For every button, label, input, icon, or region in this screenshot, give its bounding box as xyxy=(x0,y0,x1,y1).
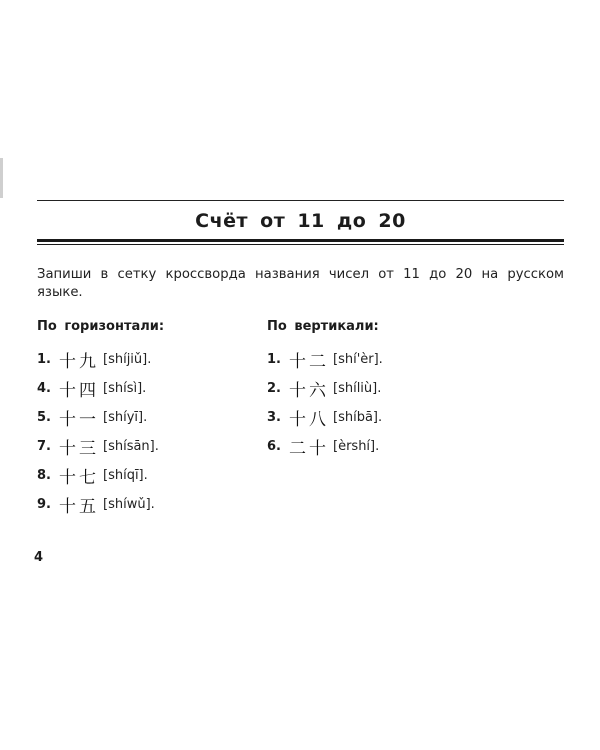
clue-number: 8. xyxy=(37,468,51,483)
clue-number: 6. xyxy=(267,439,281,454)
clue-item xyxy=(267,432,507,461)
title-block xyxy=(37,200,564,245)
clue-hanzi: 十二 xyxy=(289,352,329,372)
page-edge-mark xyxy=(0,158,3,198)
clue-item xyxy=(37,345,277,374)
clue-pinyin: [shíwǔ]. xyxy=(103,497,155,512)
clue-pinyin: [shíjiǔ]. xyxy=(103,352,152,367)
clue-item xyxy=(37,490,277,519)
clue-number: 4. xyxy=(37,381,51,396)
clue-number: 7. xyxy=(37,439,51,454)
clue-pinyin: [shíyī]. xyxy=(103,410,148,425)
clue-hanzi: 十八 xyxy=(289,410,329,430)
clue-item xyxy=(267,345,507,374)
clue-item xyxy=(267,374,507,403)
clue-pinyin: [shíbā]. xyxy=(333,410,383,425)
vertical-heading: По вертикали: xyxy=(267,319,379,334)
clue-item xyxy=(37,432,277,461)
horizontal-clues xyxy=(37,318,277,519)
clue-hanzi: 十四 xyxy=(59,381,99,401)
clue-hanzi: 十五 xyxy=(59,497,99,517)
page-number: 4 xyxy=(34,550,44,565)
clue-pinyin: [èrshí]. xyxy=(333,439,380,454)
clue-pinyin: [shísān]. xyxy=(103,439,159,454)
clue-hanzi: 二十 xyxy=(289,439,329,459)
clue-number: 9. xyxy=(37,497,51,512)
clue-pinyin: [shí'èr]. xyxy=(333,352,383,367)
clue-pinyin: [shísì]. xyxy=(103,381,147,396)
clue-number: 3. xyxy=(267,410,281,425)
clue-number: 1. xyxy=(267,352,281,367)
clue-pinyin: [shíliù]. xyxy=(333,381,382,396)
clue-item xyxy=(37,374,277,403)
title-rule-bottom-thick xyxy=(37,239,564,242)
clue-pinyin: [shíqī]. xyxy=(103,468,148,483)
clue-item xyxy=(37,403,277,432)
clue-hanzi: 十一 xyxy=(59,410,99,430)
title-rule-bottom-thin xyxy=(37,244,564,245)
clue-number: 2. xyxy=(267,381,281,396)
instruction-text: Запиши в сетку кроссворда названия чисел от 11 до 20 на русском языке. xyxy=(37,267,564,300)
clue-number: 5. xyxy=(37,410,51,425)
vertical-clues xyxy=(267,318,507,461)
clue-hanzi: 十九 xyxy=(59,352,99,372)
clue-hanzi: 十三 xyxy=(59,439,99,459)
clue-hanzi: 十七 xyxy=(59,468,99,488)
clue-number: 1. xyxy=(37,352,51,367)
horizontal-heading: По горизонтали: xyxy=(37,319,165,334)
clue-item xyxy=(37,461,277,490)
clue-hanzi: 十六 xyxy=(289,381,329,401)
page-title: Счёт от 11 до 20 xyxy=(195,210,406,232)
clue-item xyxy=(267,403,507,432)
